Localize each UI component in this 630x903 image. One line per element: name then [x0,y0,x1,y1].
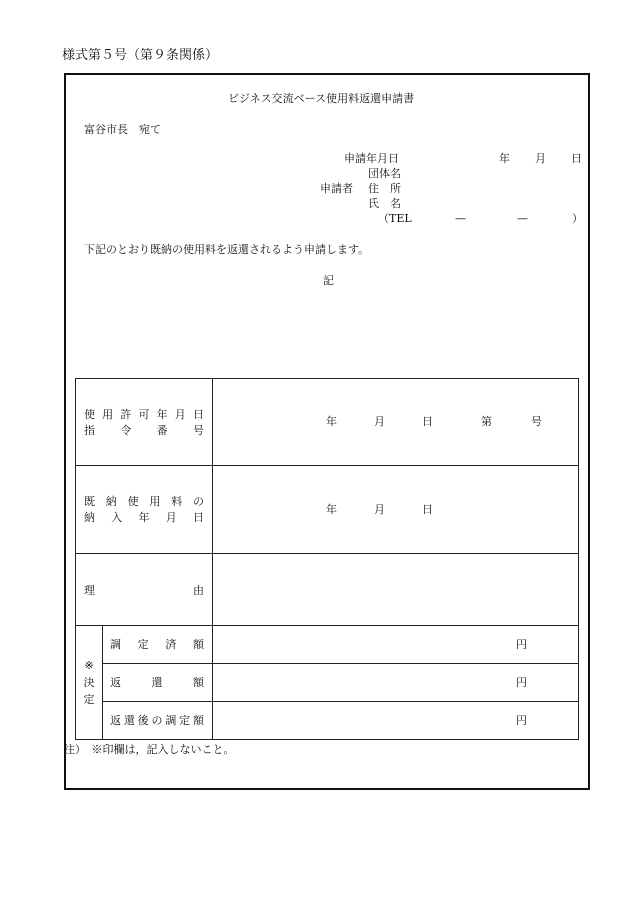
date-day: 日 [571,152,582,165]
application-date-label: 申請年月日 [344,152,399,165]
permit-label-line2-char: 番 [156,423,168,437]
post-refund-amount-label-char: 定 [179,714,191,727]
payment-label-line2-char: 年 [138,511,150,524]
post-refund-amount-cell[interactable] [213,702,579,740]
assessed-amount-cell[interactable] [213,626,579,664]
permit-label-line2-char: 指 [84,423,95,437]
permit-label-line1-char: 可 [138,407,150,421]
decision-row-2 [76,664,579,702]
permit-year: 年 [326,415,337,428]
payment-label-line2-char: 入 [111,511,123,524]
reason-value-cell[interactable] [213,554,579,626]
payment-label-line1-char: 料 [171,495,183,508]
tel-open: （TEL [378,212,412,225]
applicant-label: 申請者 [320,182,353,195]
permit-label-line1-char: 使 [84,407,95,421]
refund-amount-label-char: 還 [151,676,163,689]
permit-value-cell[interactable] [213,379,579,466]
post-refund-amount-label-char: 調 [165,714,177,727]
tel-dash-2: — [517,212,528,225]
permit-label-line1-char: 用 [102,407,114,421]
address-label: 住 所 [368,182,401,195]
payment-label-line1-char: 使 [127,495,139,508]
payment-value-cell[interactable] [213,466,579,554]
assessed-amount-label-char: 済 [165,638,177,651]
reason-label-right: 由 [193,583,204,597]
payment-day: 日 [422,502,433,516]
payment-label-line1-char: の [192,495,204,508]
payment-year: 年 [326,502,337,516]
permit-label-line1-char: 月 [174,407,186,421]
assessed-amount-label-char: 額 [192,638,204,651]
name-label: 氏 名 [368,197,401,210]
payment-label-line2-char: 月 [165,511,177,524]
ki-mark: 記 [323,274,334,287]
post-refund-amount-label [103,715,212,726]
tel-dash-1: — [455,212,466,225]
permit-label-cell [76,379,213,466]
post-refund-amount-label-char: 還 [123,714,135,727]
payment-label-line2-char: 納 [84,511,95,524]
assessed-amount-label-char: 定 [137,638,149,651]
payment-label-line2 [76,512,212,523]
date-month: 月 [535,152,546,165]
permit-label-line2 [76,425,212,436]
permit-dai: 第 [481,415,492,428]
request-text: 下記のとおり既納の使用料を返還されるよう申請します。 [84,243,370,256]
decision-row-1 [76,626,579,664]
payment-label-cell [76,466,213,554]
payment-month: 月 [374,502,385,516]
payment-label-line2-char: 日 [193,511,204,524]
permit-label-line1-char: 日 [192,407,204,421]
organization-label: 団体名 [368,167,401,180]
post-refund-amount-unit: 円 [516,713,527,727]
assessed-amount-label-char: 調 [110,638,121,651]
permit-go: 号 [531,415,542,428]
payment-label-line1 [76,496,212,507]
permit-label-line1 [76,409,212,420]
date-year: 年 [499,152,510,165]
tel-close: ） [572,212,583,225]
form-number: 様式第５号（第９条関係） [62,48,219,63]
decision-char-1: 決 [83,676,95,689]
permit-label-line1-char: 許 [120,407,132,421]
post-refund-amount-label-char: 返 [110,714,121,727]
decision-row-3 [76,702,579,740]
permit-label-line2-char: 令 [120,423,132,437]
refund-amount-label-cell [103,664,213,702]
reason-row [76,554,579,626]
refund-amount-unit: 円 [516,675,527,689]
addressee: 富谷市長 宛て [84,123,161,136]
permit-label-line2-char: 号 [192,423,204,437]
permit-row [76,379,579,466]
post-refund-amount-label-char: の [151,714,163,727]
decision-char-2: 定 [83,693,95,706]
reason-label-left: 理 [84,583,95,597]
assessed-amount-label [103,639,212,650]
footnote: 注） ※印欄は，記入しないこと。 [64,743,235,756]
permit-day: 日 [422,415,433,428]
post-refund-amount-label-cell [103,702,213,740]
payment-label-line1-char: 用 [149,495,161,508]
payment-row [76,466,579,554]
assessed-amount-label-cell [103,626,213,664]
form-title: ビジネス交流ベース使用料返還申請書 [228,92,415,105]
assessed-amount-unit: 円 [516,637,527,651]
reason-label-cell [76,554,213,626]
decision-side-cell [76,626,103,740]
payment-label-line1-char: 既 [84,495,95,508]
refund-amount-label-char: 返 [110,676,121,689]
post-refund-amount-label-char: 後 [137,714,149,727]
permit-label-line1-char: 年 [156,407,168,421]
permit-month: 月 [374,415,385,428]
post-refund-amount-label-char: 額 [192,714,204,727]
application-table [75,378,579,740]
refund-amount-label-char: 額 [193,676,204,689]
refund-amount-cell[interactable] [213,664,579,702]
refund-amount-label [103,677,212,688]
payment-label-line1-char: 納 [105,495,117,508]
decision-mark: ※ [84,659,94,672]
